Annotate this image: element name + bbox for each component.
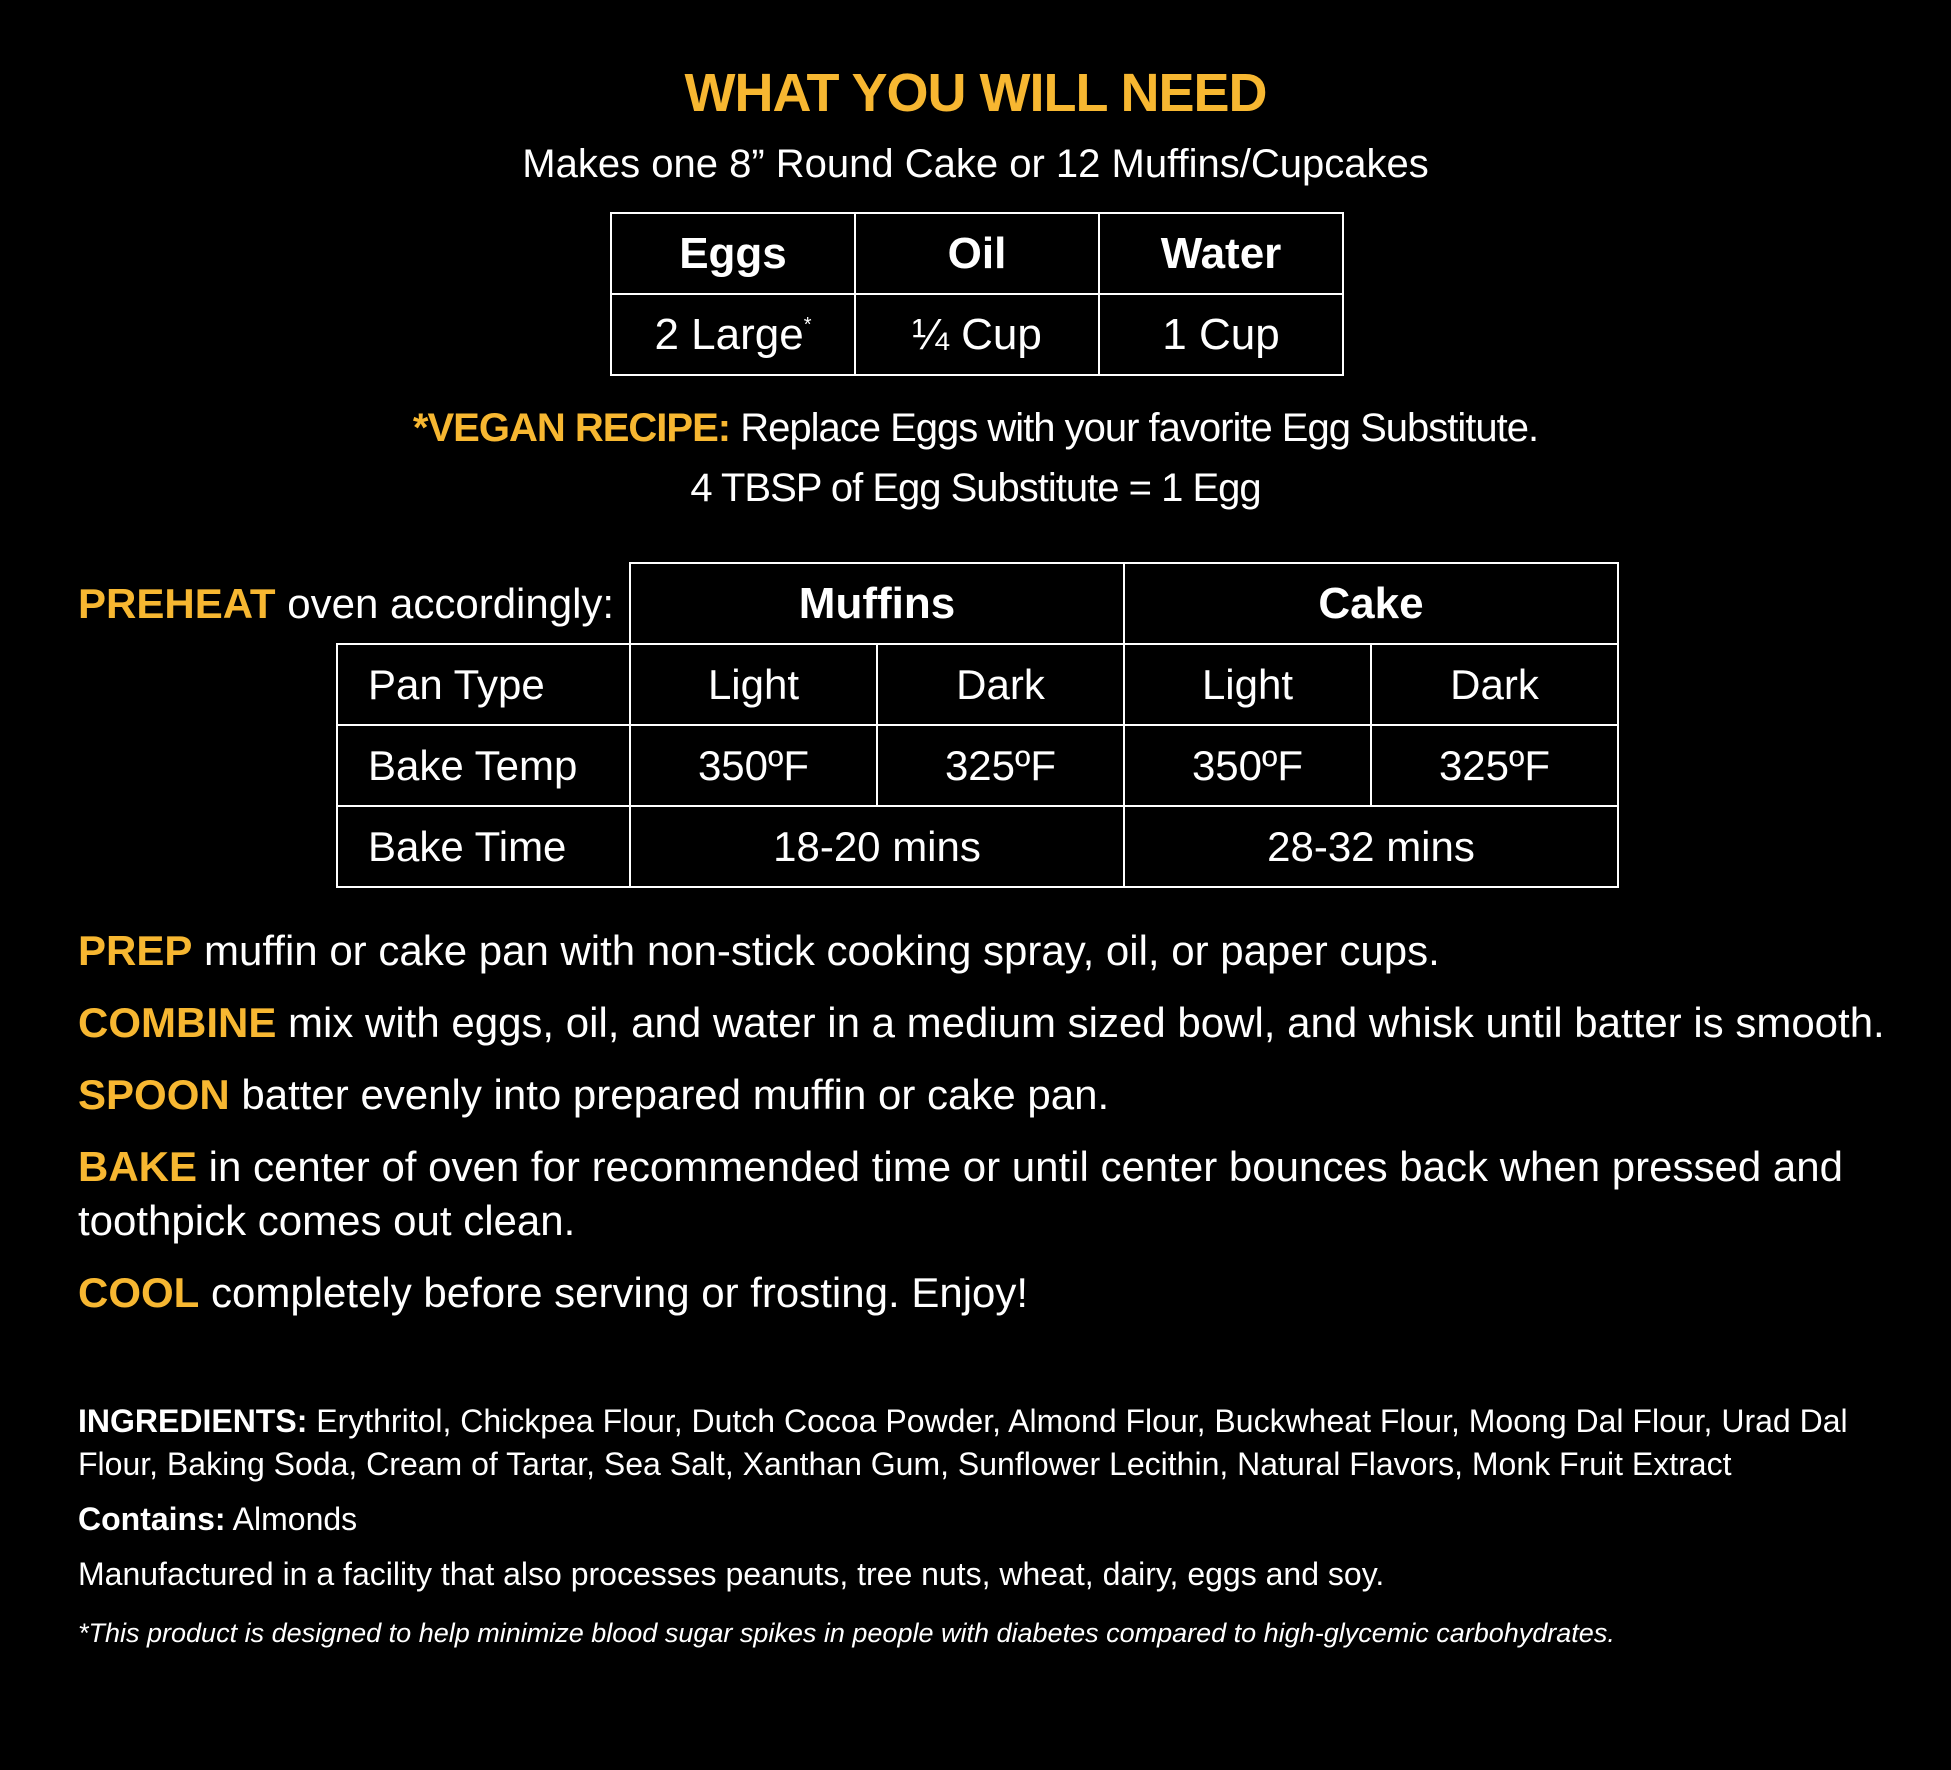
ingredients-table [610, 212, 1344, 376]
yield-subtitle: Makes one 8” Round Cake or 12 Muffins/Cupcakes [522, 142, 1429, 186]
ingredients-list [78, 1400, 1868, 1486]
step-label: COMBINE [78, 999, 277, 1046]
step-label: COOL [78, 1269, 200, 1316]
allergen-contains [78, 1498, 1868, 1541]
vegan-line-2: 4 TBSP of Egg Substitute = 1 Egg [690, 466, 1261, 510]
list-item [78, 996, 1898, 1050]
table-cell: Dark [1371, 644, 1618, 725]
muffins-bake-time: 18-20 mins [630, 806, 1124, 887]
pan-type-label: Pan Type [337, 644, 630, 725]
list-item [78, 1068, 1898, 1122]
blank-cell [337, 563, 630, 644]
list-item [78, 924, 1898, 978]
bake-table [336, 562, 1619, 888]
table-row [337, 725, 1618, 806]
table-cell: 350ºF [630, 725, 877, 806]
step-label: SPOON [78, 1071, 230, 1118]
table-cell: 325ºF [877, 725, 1124, 806]
oil-header: Oil [855, 213, 1099, 294]
page-title: WHAT YOU WILL NEED [684, 63, 1267, 123]
step-text: muffin or cake pan with non-stick cooking spray, oil, or paper cups. [192, 927, 1440, 974]
step-text: in center of oven for recommended time or until center bounces back when pressed and toothpick comes out clean. [78, 1143, 1843, 1244]
table-row [611, 294, 1343, 375]
bake-temp-label: Bake Temp [337, 725, 630, 806]
ingredients-label: INGREDIENTS: [78, 1403, 308, 1439]
step-label: BAKE [78, 1143, 198, 1190]
instructions-list [78, 924, 1898, 1338]
muffins-header: Muffins [630, 563, 1124, 644]
cake-bake-time: 28-32 mins [1124, 806, 1618, 887]
table-row [337, 806, 1618, 887]
ingredients-text: Erythritol, Chickpea Flour, Dutch Cocoa Powder, Almond Flour, Buckwheat Flour, Moong Dal Flour, Urad Dal Flour, Baking Soda, Cream of Tartar, Sea Salt, Xanthan Gum, Sunflower Lecithin, Natural Flavors, Monk Fruit Extract [78, 1403, 1848, 1482]
eggs-header: Eggs [611, 213, 855, 294]
table-cell: 325ºF [1371, 725, 1618, 806]
water-header: Water [1099, 213, 1343, 294]
table-cell: 350ºF [1124, 725, 1371, 806]
water-amount: 1 Cup [1099, 294, 1343, 375]
oil-amount: ¼ Cup [855, 294, 1099, 375]
table-cell: Dark [877, 644, 1124, 725]
step-text: batter evenly into prepared muffin or cake pan. [229, 1071, 1110, 1118]
contains-text: Almonds [225, 1501, 358, 1537]
ingredients-section [78, 1400, 1868, 1667]
list-item [78, 1140, 1898, 1248]
step-label: PREP [78, 927, 193, 974]
eggs-amount-cell [611, 294, 855, 375]
table-row [337, 644, 1618, 725]
table-header-row [611, 213, 1343, 294]
table-cell: Light [630, 644, 877, 725]
bake-time-label: Bake Time [337, 806, 630, 887]
disclaimer-note: *This product is designed to help minimize blood sugar spikes in people with diabetes compared to high-glycemic carbohydrates. [78, 1618, 1615, 1648]
step-text: completely before serving or frosting. Enjoy! [199, 1269, 1029, 1316]
facility-statement: Manufactured in a facility that also processes peanuts, tree nuts, wheat, dairy, eggs and soy. [78, 1556, 1385, 1592]
vegan-line-1 [0, 398, 1951, 458]
contains-label: Contains: [78, 1501, 226, 1537]
cake-header: Cake [1124, 563, 1618, 644]
vegan-label: *VEGAN RECIPE: [412, 406, 731, 450]
eggs-amount: 2 Large [654, 309, 804, 359]
table-header-row [337, 563, 1618, 644]
eggs-footnote-mark: * [803, 313, 812, 336]
preheat-text: oven accordingly: [275, 580, 615, 627]
vegan-note [0, 398, 1951, 518]
list-item [78, 1266, 1898, 1320]
vegan-text: Replace Eggs with your favorite Egg Substitute. [730, 406, 1539, 450]
preheat-label: PREHEAT [78, 580, 276, 627]
table-cell: Light [1124, 644, 1371, 725]
step-text: mix with eggs, oil, and water in a medium sized bowl, and whisk until batter is smooth. [276, 999, 1885, 1046]
